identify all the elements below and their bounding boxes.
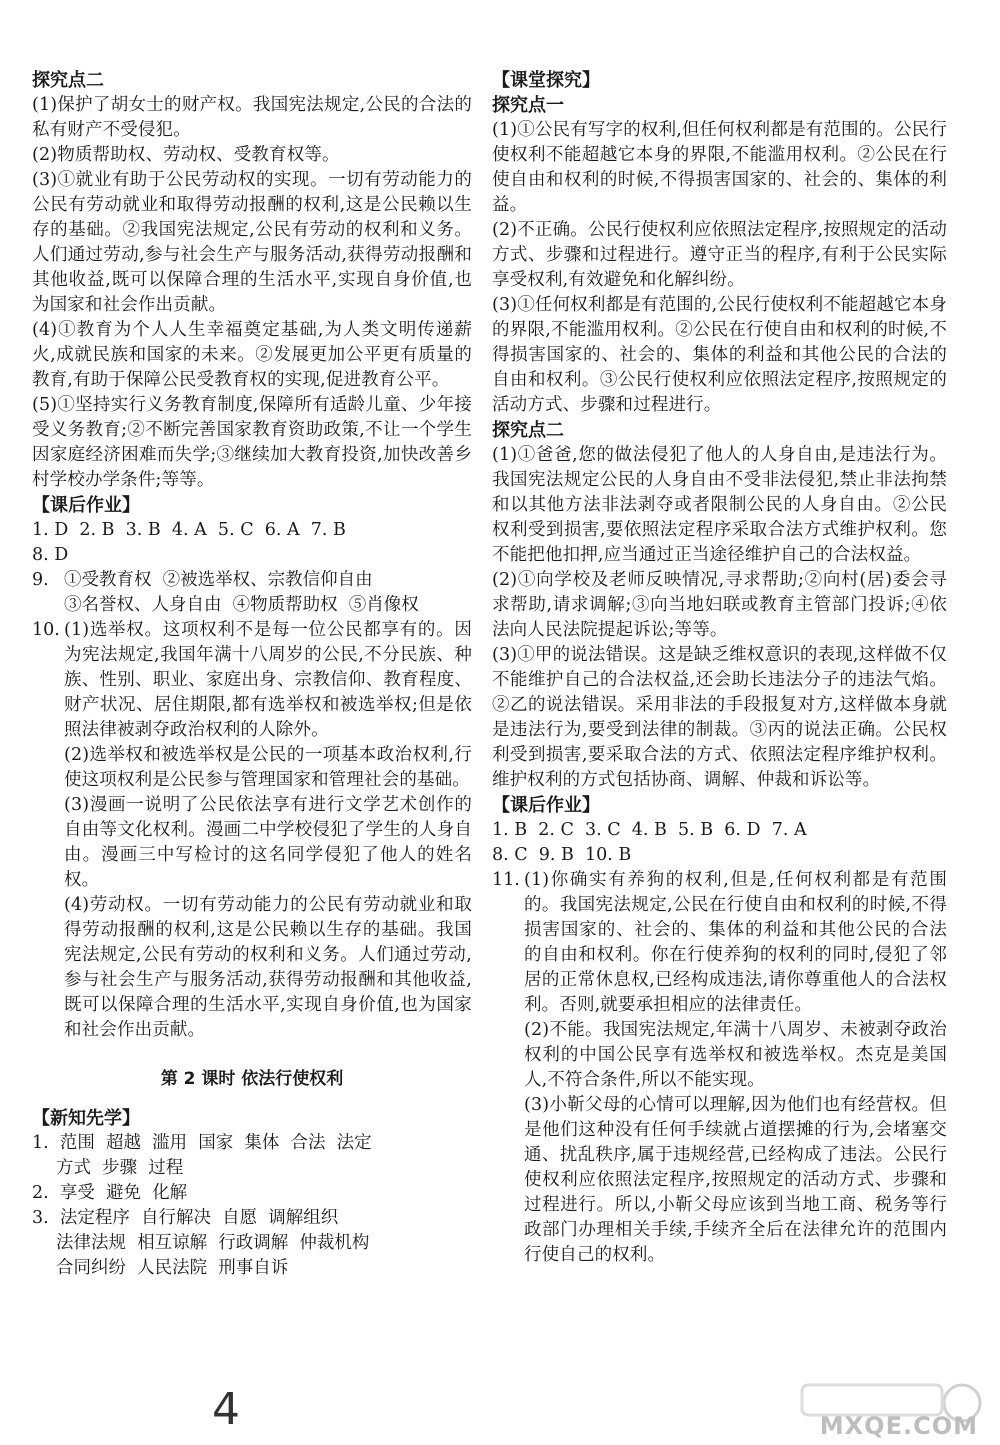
page-number: 4 <box>212 1384 240 1435</box>
section-heading: 【课堂探究】 <box>492 70 600 91</box>
answer-paragraph: (1)①公民有写字的权利,但任何权利都是有范围的。公民行使权利不能超越它本身的界限,不能滥用权利。②公民在行使自由和权利的时候,不得损害国家的、社会的、集体的利益。 <box>492 120 947 215</box>
choice-answers: 1. D 2. B 3. B 4. A 5. C 6. A 7. B <box>32 520 346 540</box>
answer-paragraph: (4)①教育为个人人生幸福奠定基础,为人类文明传递薪火,成就民族和国家的未来。②发展更加公平更有质量的教育,有助于保障公民受教育权的实现,促进教育公平。 <box>32 320 472 390</box>
answer-paragraph: (5)①坚持实行义务教育制度,保障所有适龄儿童、少年接受义务教育;②不断完善国家教育资助政策,不让一个学生因家庭经济困难而失学;③继续加大教育投资,加快改善乡村学校办学条件;等等。 <box>32 395 472 490</box>
section-heading: 探究点一 <box>492 95 564 116</box>
choice-answers: 8. C 9. B 10. B <box>492 845 632 865</box>
section-heading: 【课后作业】 <box>32 495 140 516</box>
question-9 <box>32 568 472 618</box>
left-column <box>32 68 472 1281</box>
answer-paragraph: (3)①甲的说法错误。这是缺乏维权意识的表现,这样做不仅不能维护自己的合法权益,还会助长违法分子的违法气焰。②乙的说法错误。采用非法的手段报复对方,这样做本身就是违法行为,要受到法律的制裁。③丙的说法正确。公民权利受到损害,要采取合法的方式、依照法定程序维护权利。维护权利的方式包括协商、调解、仲裁和诉讼等。 <box>492 645 947 790</box>
answer-paragraph: (2)物质帮助权、劳动权、受教育权等。 <box>32 145 340 165</box>
lesson-title: 第 2 课时 依法行使权利 <box>160 1069 344 1089</box>
answer-paragraph: (2)不正确。公民行使权利应依照法定程序,按照规定的活动方式、步骤和过程进行。遵守正当的程序,有利于公民实际享受权利,有效避免和化解纠纷。 <box>492 220 947 290</box>
answer-line: ③名誉权、人身自由 ④物质帮助权 ⑤肖像权 <box>64 595 419 615</box>
answer-paragraph: (4)劳动权。一切有劳动能力的公民有劳动就业和取得劳动报酬的权利,这是公民赖以生存的基础。我国宪法规定,公民有劳动的权利和义务。人们通过劳动,参与社会生产与服务活动,获得劳动报酬和其他收益,既可以保障合理的生活水平,实现自身价值,也为国家和社会作出贡献。 <box>64 895 472 1040</box>
fill-answers: 方式 步骤 过程 <box>56 1158 184 1178</box>
answer-paragraph: (2)选举权和被选举权是公民的一项基本政治权利,行使这项权利是公民参与管理国家和管理社会的基础。 <box>64 745 472 790</box>
answer-paragraph: (3)漫画一说明了公民依法享有进行文学艺术创作的自由等文化权利。漫画二中学校侵犯了学生的人身自由。漫画三中写检讨的这名同学侵犯了他人的姓名权。 <box>64 795 472 890</box>
fill-answers: 1. 范围 超越 滥用 国家 集体 合法 法定 <box>32 1133 372 1153</box>
choice-answers: 1. B 2. C 3. C 4. B 5. B 6. D 7. A <box>492 820 807 840</box>
question-number: 11. <box>492 870 520 890</box>
section-heading: 探究点二 <box>492 420 564 441</box>
answer-paragraph: (3)①就业有助于公民劳动权的实现。一切有劳动能力的公民有劳动就业和取得劳动报酬的权利,这是公民赖以生存的基础。②我国宪法规定,公民有劳动的权利和义务。人们通过劳动,参与社会生产与服务活动,获得劳动报酬和其他收益,既可以保障合理的生活水平,实现自身价值,也为国家和社会作出贡献。 <box>32 170 472 315</box>
section-heading: 【新知先学】 <box>32 1108 140 1129</box>
question-number: 10. <box>32 620 60 640</box>
question-10 <box>32 618 472 1043</box>
watermark-text: MXQE.COM <box>819 1412 978 1440</box>
answer-paragraph: (2)①向学校及老师反映情况,寻求帮助;②向村(居)委会寻求帮助,请求调解;③向当地妇联或教育主管部门投诉;④依法向人民法院提起诉讼;等等。 <box>492 570 947 640</box>
fill-answers: 合同纠纷 人民法院 刑事自诉 <box>56 1258 289 1278</box>
answer-paragraph: (1)保护了胡女士的财产权。我国宪法规定,公民的合法的私有财产不受侵犯。 <box>32 95 472 140</box>
fill-answers: 3. 法定程序 自行解决 自愿 调解组织 <box>32 1208 339 1228</box>
answer-paragraph: (2)不能。我国宪法规定,年满十八周岁、未被剥夺政治权利的中国公民享有选举权和被选举权。杰克是美国人,不符合条件,所以不能实现。 <box>524 1020 947 1090</box>
choice-answers: 8. D <box>32 545 69 565</box>
answer-paragraph: (1)①爸爸,您的做法侵犯了他人的人身自由,是违法行为。我国宪法规定公民的人身自由不受非法侵犯,禁止非法拘禁和以其他方法非法剥夺或者限制公民的人身自由。②公民权利受到损害,要依照法定程序采取合法方式维护权利。您不能把他扣押,应当通过正当途径维护自己的合法权益。 <box>492 445 947 565</box>
answer-line: ①受教育权 ②被选举权、宗教信仰自由 <box>64 570 373 590</box>
right-column <box>492 68 947 1268</box>
section-heading: 探究点二 <box>32 70 104 91</box>
fill-answers: 法律法规 相互谅解 行政调解 仲裁机构 <box>56 1233 370 1253</box>
answer-paragraph: (1)你确实有养狗的权利,但是,任何权利都是有范围的。我国宪法规定,公民在行使自由和权利的时候,不得损害国家的、社会的、集体的利益和其他公民的合法的自由和权利。你在行使养狗的权利的同时,侵犯了邻居的正常休息权,已经构成违法,请你尊重他人的合法权利。否则,就要承担相应的法律责任。 <box>524 870 947 1015</box>
question-11 <box>492 868 947 1268</box>
section-heading: 【课后作业】 <box>492 795 600 816</box>
answer-paragraph: (1)选举权。这项权利不是每一位公民都享有的。因为宪法规定,我国年满十八周岁的公民,不分民族、种族、性别、职业、家庭出身、宗教信仰、教育程度、财产状况、居住期限,都有选举权和被选举权;但是依照法律被剥夺政治权利的人除外。 <box>64 620 472 740</box>
answer-paragraph: (3)小靳父母的心情可以理解,因为他们也有经营权。但是他们这种没有任何手续就占道摆摊的行为,会堵塞交通、扰乱秩序,属于违规经营,已经构成了违法。公民行使权利应依照法定程序,按照规定的活动方式、步骤和过程进行。所以,小靳父母应该到当地工商、税务等行政部门办理相关手续,手续齐全后在法律允许的范围内行使自己的权利。 <box>524 1095 947 1265</box>
answer-paragraph: (3)①任何权利都是有范围的,公民行使权利不能超越它本身的界限,不能滥用权利。②公民在行使自由和权利的时候,不得损害国家的、社会的、集体的利益和其他公民的合法的自由和权利。③公民行使权利应依照法定程序,按照规定的活动方式、步骤和过程进行。 <box>492 295 947 415</box>
fill-answers: 2. 享受 避免 化解 <box>32 1183 188 1203</box>
question-number: 9. <box>32 570 49 590</box>
